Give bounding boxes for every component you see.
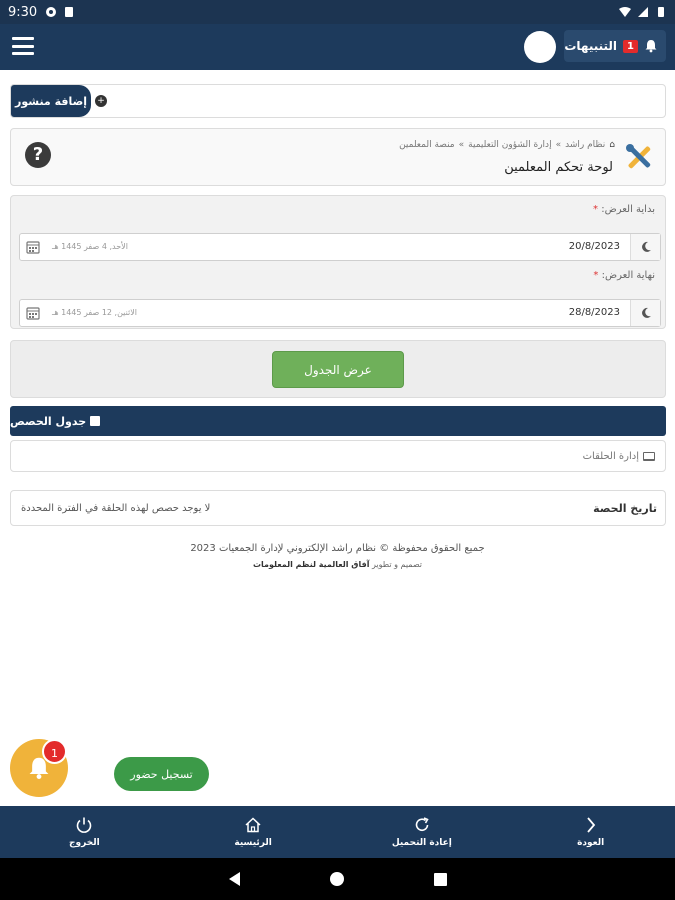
- copyright-text: جميع الحقوق محفوظة © نظام راشد الإلكتروني لإدارة الجمعيات 2023: [190, 543, 485, 554]
- moon-icon[interactable]: [630, 300, 660, 326]
- start-date-input[interactable]: [19, 233, 661, 261]
- start-date-label: بداية العرض: *: [593, 204, 655, 215]
- system-recents-icon[interactable]: [434, 873, 447, 886]
- session-history-row: [10, 490, 666, 526]
- show-schedule-button[interactable]: عرض الجدول: [272, 351, 404, 388]
- start-date-gregorian: 20/8/2023: [568, 241, 620, 252]
- nav-home[interactable]: [169, 806, 338, 858]
- calendar-icon[interactable]: [26, 240, 40, 254]
- start-date-hijri: الأحد, 4 صفر 1445 هـ: [52, 242, 128, 251]
- avatar[interactable]: [524, 31, 556, 63]
- laptop-icon: [643, 452, 655, 461]
- bell-icon: [644, 39, 658, 53]
- breadcrumb-item[interactable]: إدارة الشؤون التعليمية: [468, 140, 552, 150]
- fab-count-badge: 1: [42, 739, 67, 764]
- menu-icon[interactable]: [12, 35, 34, 57]
- system-back-icon[interactable]: [229, 872, 240, 886]
- sim-icon: [63, 6, 75, 18]
- breadcrumb-item[interactable]: منصة المعلمين: [399, 140, 455, 150]
- nav-back-label: العودة: [577, 838, 605, 848]
- notifications-count-badge: 1: [623, 40, 638, 53]
- schedule-title: جدول الحصص: [10, 414, 87, 428]
- show-schedule-panel: [10, 340, 666, 398]
- sync-icon: [45, 6, 57, 18]
- no-sessions-message: لا يوجد حصص لهذه الحلقة في الفترة المحددة: [21, 503, 211, 514]
- breadcrumb-item[interactable]: نظام راشد: [565, 140, 606, 150]
- home-icon[interactable]: ⌂: [609, 140, 615, 150]
- breadcrumb: [399, 140, 615, 150]
- calendar-icon: [90, 416, 100, 426]
- notifications-button[interactable]: [564, 30, 666, 62]
- end-date-gregorian: 28/8/2023: [568, 307, 620, 318]
- reload-icon: [413, 816, 431, 834]
- nav-reload[interactable]: [338, 806, 507, 858]
- nav-home-label: الرئيسية: [234, 838, 272, 848]
- design-credit: تصميم و تطوير: [371, 560, 423, 569]
- required-mark: *: [593, 270, 599, 281]
- system-nav-bar: [0, 858, 675, 900]
- help-icon[interactable]: ?: [25, 142, 51, 168]
- end-date-hijri: الاثنين, 12 صفر 1445 هـ: [52, 308, 138, 317]
- power-icon: [75, 816, 93, 834]
- schedule-header: [10, 406, 666, 436]
- design-company-link[interactable]: آفاق العالمية لنظم المعلومات: [252, 560, 370, 569]
- footer: [0, 543, 675, 569]
- manage-circles-label: إدارة الحلقات: [582, 451, 639, 462]
- calendar-icon[interactable]: [26, 306, 40, 320]
- required-mark: *: [593, 204, 599, 215]
- end-date-input[interactable]: [19, 299, 661, 327]
- battery-icon: [655, 6, 667, 18]
- status-time: 9:30: [8, 4, 38, 20]
- add-post-button[interactable]: إضافة منشور: [11, 85, 91, 117]
- nav-reload-label: إعادة التحميل: [391, 838, 452, 848]
- bottom-nav: [0, 806, 675, 858]
- chevron-right-icon: [582, 816, 600, 834]
- breadcrumb-separator: »: [458, 140, 465, 150]
- session-date-label: تاريخ الحصة: [593, 502, 657, 515]
- breadcrumb-separator: »: [555, 140, 562, 150]
- notifications-label: التنبيهات: [564, 39, 618, 53]
- add-post-bar: [10, 84, 666, 118]
- home-icon: [244, 816, 262, 834]
- system-home-icon[interactable]: [330, 872, 344, 886]
- nav-back[interactable]: [506, 806, 675, 858]
- moon-icon[interactable]: [630, 234, 660, 260]
- end-date-label: نهاية العرض: *: [593, 270, 655, 281]
- plus-circle-icon[interactable]: +: [95, 95, 107, 107]
- signal-icon: [637, 6, 649, 18]
- page-title: لوحة تحكم المعلمين: [504, 160, 613, 175]
- nav-logout[interactable]: [0, 806, 169, 858]
- page-header: [10, 128, 666, 186]
- nav-logout-label: الخروج: [69, 838, 100, 848]
- app-bar: [0, 24, 675, 70]
- wifi-icon: [619, 6, 631, 18]
- date-range-panel: [10, 195, 666, 329]
- register-attendance-button[interactable]: تسجيل حضور: [114, 757, 209, 791]
- status-bar: [0, 0, 675, 24]
- manage-circles-row[interactable]: [10, 440, 666, 472]
- tools-icon: [623, 141, 655, 173]
